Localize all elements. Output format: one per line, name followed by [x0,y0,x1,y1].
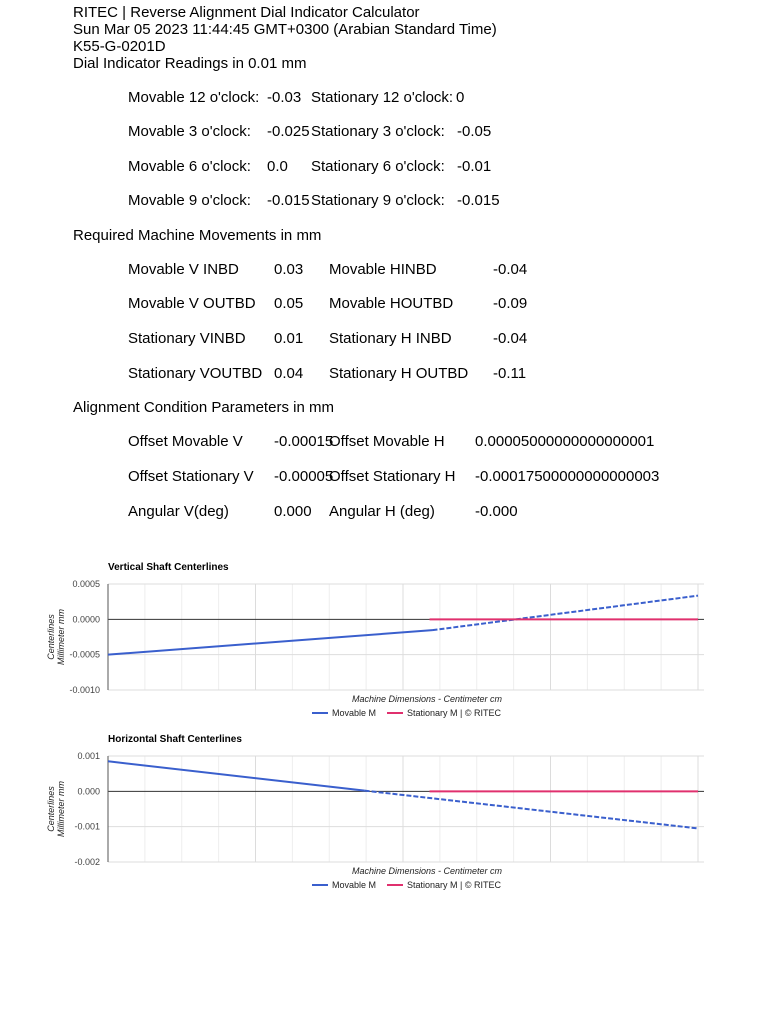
movable-series-line [365,791,698,829]
alignment-value: -0.00017500000000000003 [475,468,660,485]
movements-heading: Required Machine Movements in mm [73,227,322,244]
alignment-label: Offset Stationary V [128,468,254,485]
report-timestamp: Sun Mar 05 2023 11:44:45 GMT+0300 (Arabian Standard Time) [73,21,497,38]
movable-reading-value: -0.015 [267,192,310,209]
movement-value: -0.04 [493,261,528,278]
y-tick-label: 0.0000 [72,614,100,625]
movable-reading-label: Movable 9 o'clock: [128,192,251,209]
y-axis-label: Millimeter mm [56,781,66,837]
movement-value: -0.11 [493,365,527,382]
movable-series-line [433,596,699,630]
movement-label: Movable V OUTBD [128,295,256,312]
movable-series-line [108,630,433,655]
report-title: RITEC | Reverse Alignment Dial Indicator Calculator [73,4,420,21]
stationary-reading-value: 0 [456,89,465,106]
vertical-shaft-chart [40,558,720,733]
movement-label: Movable HOUTBD [329,295,454,312]
alignment-label: Angular H (deg) [329,503,435,520]
movable-reading-value: -0.025 [267,123,310,140]
chart-title: Horizontal Shaft Centerlines [108,734,242,745]
y-axis-label: Millimeter mm [56,609,66,665]
movable-reading-value: -0.03 [267,89,302,106]
movement-value: 0.03 [274,261,304,278]
y-tick-label: -0.0010 [69,685,100,695]
movable-reading-label: Movable 12 o'clock: [128,89,260,106]
movement-label: Stationary VINBD [128,330,246,347]
movement-value: 0.05 [274,295,304,312]
stationary-reading-label: Stationary 6 o'clock: [311,158,445,175]
horizontal-shaft-chart [40,730,720,905]
movable-series-line [108,761,365,790]
movable-reading-label: Movable 3 o'clock: [128,123,251,140]
movable-reading-value: 0.0 [267,158,288,175]
x-axis-label: Machine Dimensions - Centimeter cm [351,866,503,876]
legend-label: Stationary M | © RITEC [407,880,501,890]
movement-value: -0.04 [493,330,528,347]
y-tick-label: -0.001 [74,821,100,832]
alignment-value: -0.00005 [274,468,334,485]
readings-heading: Dial Indicator Readings in 0.01 mm [73,55,307,72]
movement-value: -0.09 [493,295,528,312]
y-tick-label: -0.0005 [69,649,100,660]
legend-label: Movable M [332,880,377,890]
alignment-label: Offset Stationary H [329,468,456,485]
vertical-shaft-chart-svg [40,558,720,733]
movement-label: Stationary H INBD [329,330,452,347]
y-axis-label: Centerlines [46,786,56,832]
stationary-reading-value: -0.015 [457,192,500,209]
horizontal-shaft-chart-svg [40,730,720,905]
y-tick-label: 0.001 [77,751,100,761]
movement-label: Movable HINBD [329,261,437,278]
legend-label: Movable M [332,708,377,718]
machine-id: K55-G-0201D [73,38,166,55]
legend-label: Stationary M | © RITEC [407,708,501,718]
stationary-reading-label: Stationary 12 o'clock: [311,89,454,106]
stationary-reading-label: Stationary 3 o'clock: [311,123,445,140]
movement-label: Movable V INBD [128,261,239,278]
stationary-reading-value: -0.01 [457,158,492,175]
movable-reading-label: Movable 6 o'clock: [128,158,251,175]
movement-label: Stationary H OUTBD [329,365,469,382]
y-tick-label: -0.002 [74,857,100,867]
x-axis-label: Machine Dimensions - Centimeter cm [351,694,503,704]
alignment-label: Offset Movable H [329,433,445,450]
alignment-value: -0.000 [475,503,518,520]
y-tick-label: 0.0005 [72,579,100,589]
y-axis-label: Centerlines [46,614,56,660]
y-tick-label: 0.000 [77,786,100,797]
movement-value: 0.01 [274,330,304,347]
stationary-reading-label: Stationary 9 o'clock: [311,192,445,209]
alignment-value: 0.00005000000000000001 [475,433,655,450]
chart-title: Vertical Shaft Centerlines [108,562,229,573]
stationary-reading-value: -0.05 [457,123,492,140]
movement-label: Stationary VOUTBD [128,365,263,382]
movement-value: 0.04 [274,365,304,382]
alignment-label: Angular V(deg) [128,503,229,520]
alignment-heading: Alignment Condition Parameters in mm [73,399,334,416]
alignment-value: -0.00015 [274,433,334,450]
alignment-label: Offset Movable V [128,433,243,450]
alignment-value: 0.000 [274,503,312,520]
